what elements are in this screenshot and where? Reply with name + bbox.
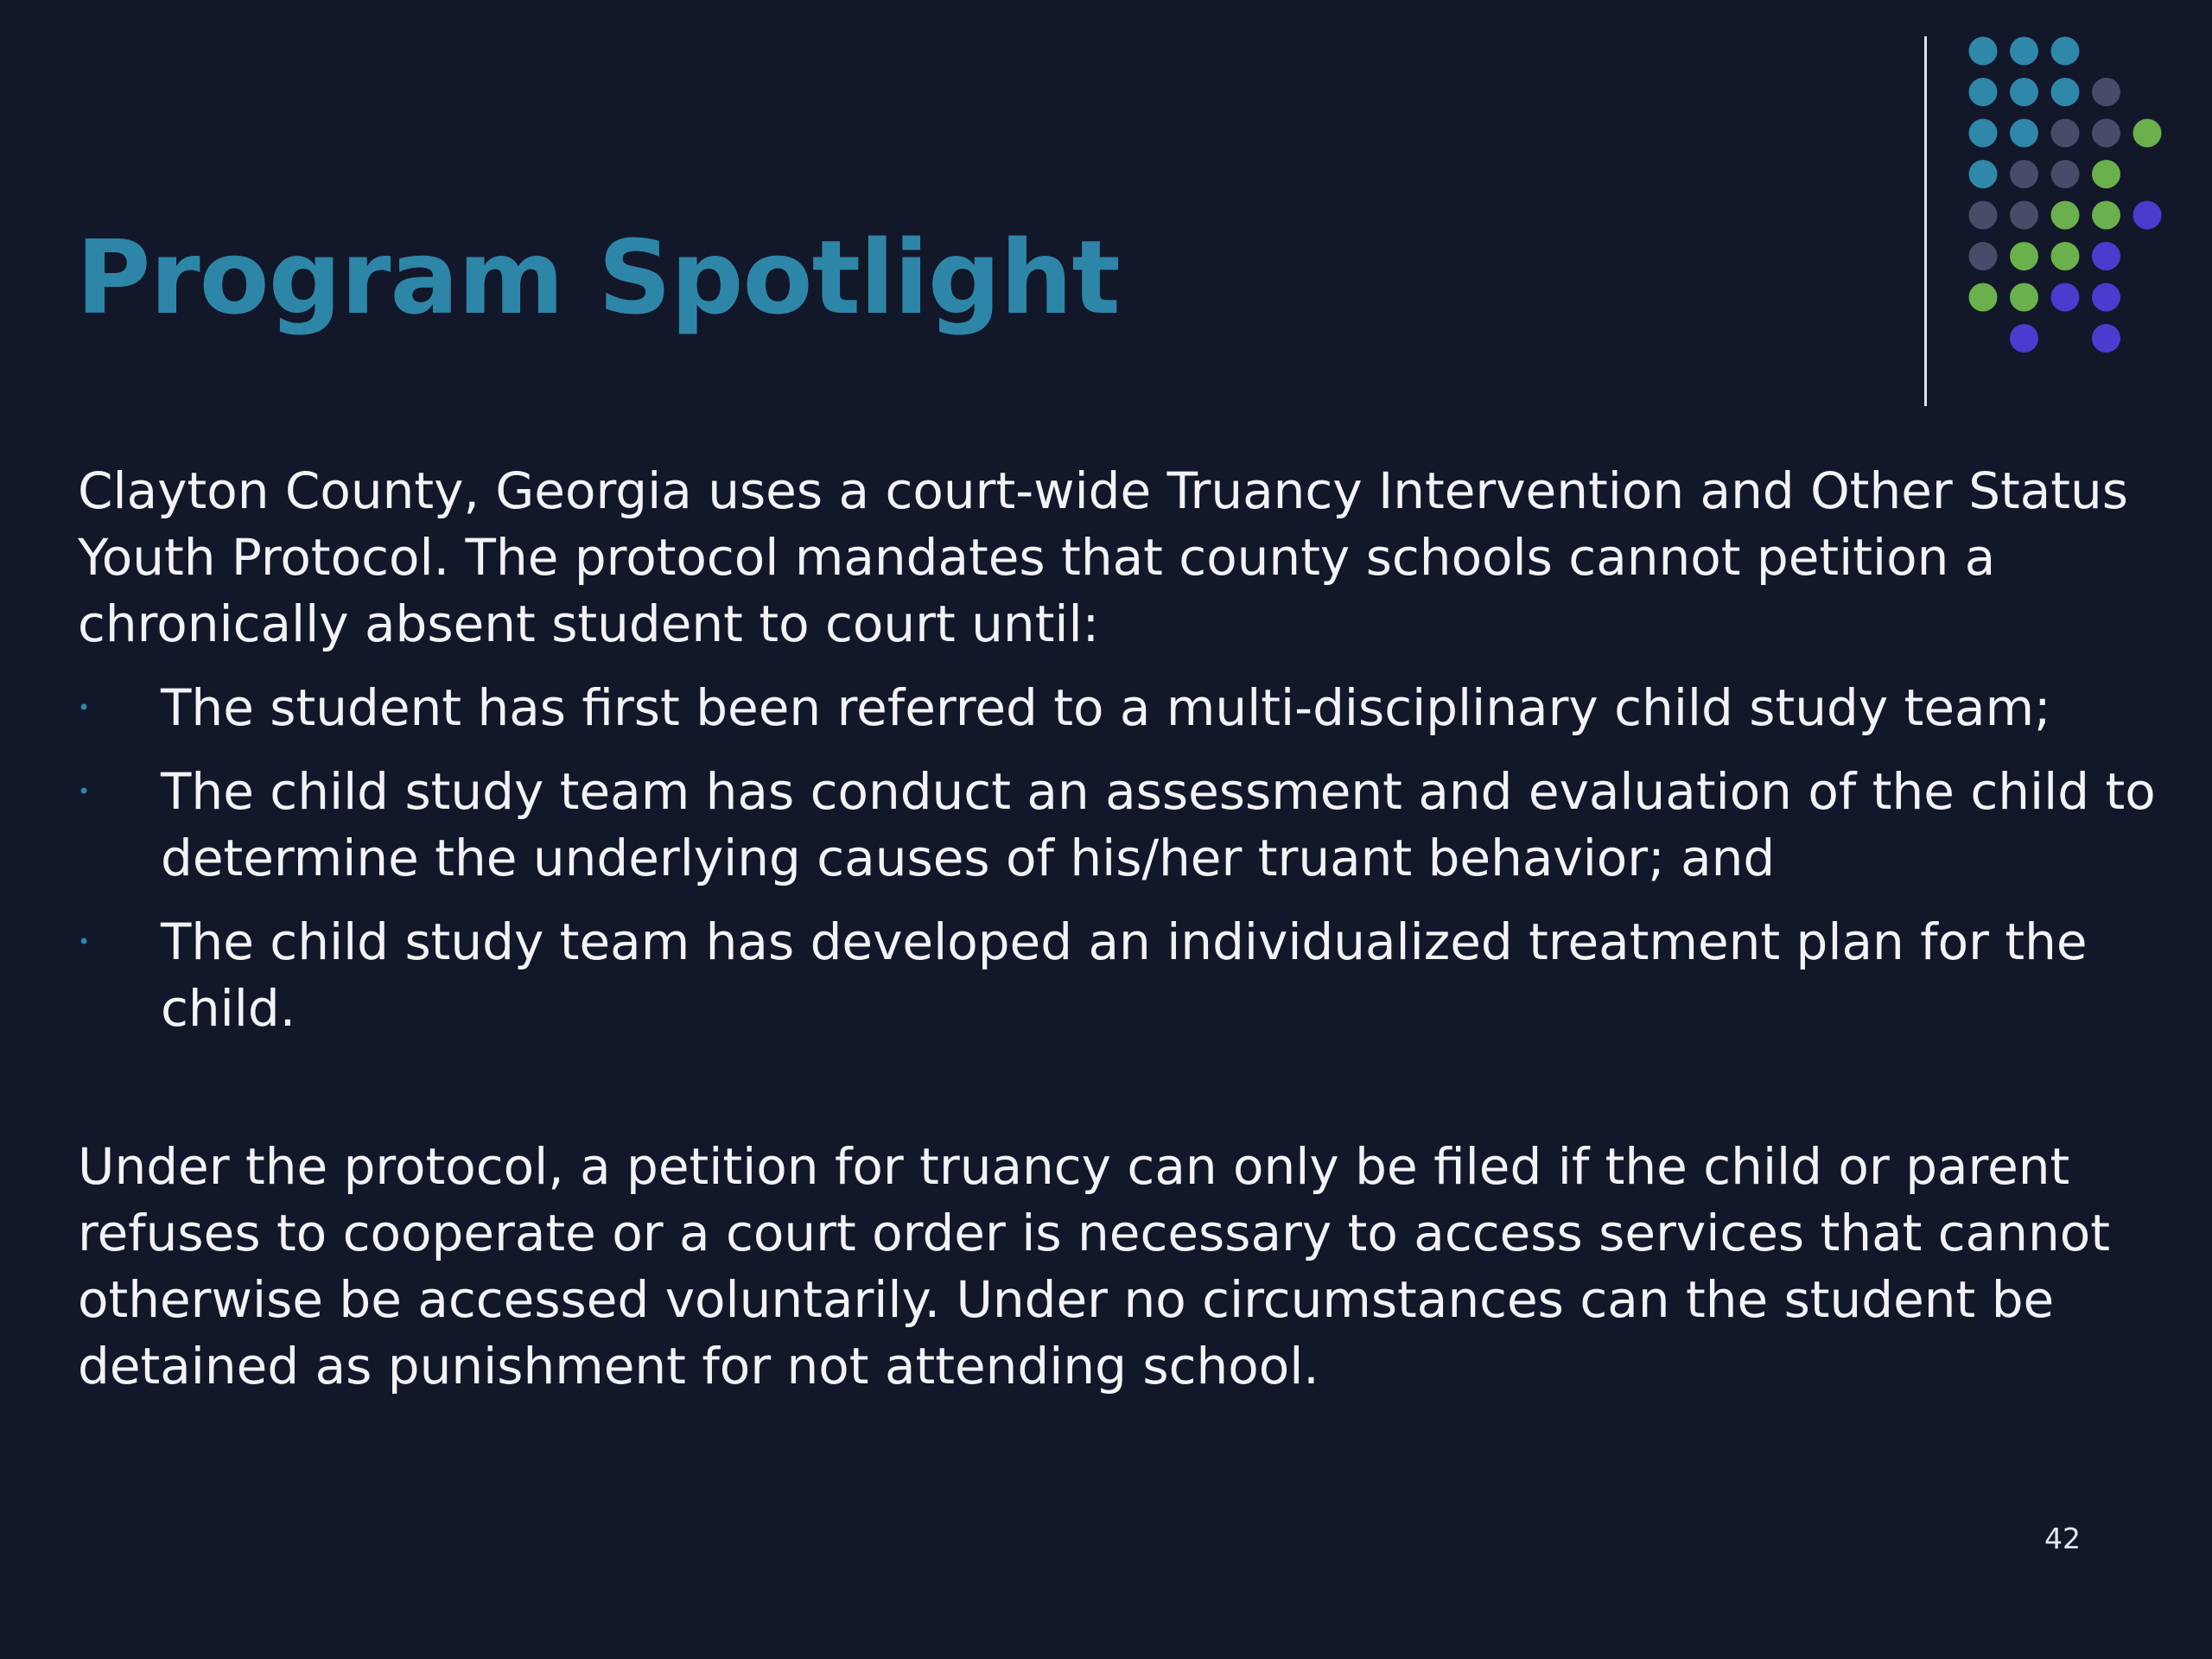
title-divider-line: [1924, 36, 1927, 406]
decorative-dot: [2010, 119, 2038, 148]
slide-body: [78, 458, 2169, 1400]
decorative-dot: [2092, 283, 2120, 312]
requirements-list: [78, 675, 2169, 1042]
decorative-dot: [2010, 37, 2038, 66]
list-item-text: The student has first been referred to a multi-disciplinary child study team;: [161, 678, 2051, 737]
decorative-dot: [2051, 119, 2080, 148]
page-number: 42: [2044, 1522, 2081, 1555]
intro-paragraph: Clayton County, Georgia uses a court-wide Truancy Intervention and Other Status Youth Protocol. The protocol mandates that county schools cannot petition a chronically absent student to court until:: [78, 461, 2129, 653]
closing-paragraph: Under the protocol, a petition for truancy can only be filed if the child or parent refuses to cooperate or a court order is necessary to access services that cannot otherwise be accessed voluntarily. Under no circumstances can the student be detained as punishment for not attending school.: [78, 1137, 2110, 1395]
decorative-dot: [2051, 160, 2080, 188]
decorative-dot: [2092, 201, 2120, 230]
list-item-text: The child study team has developed an individualized treatment plan for the child.: [161, 912, 2088, 1038]
decorative-dot: [2010, 78, 2038, 106]
decorative-dot: [1969, 242, 1998, 270]
decorative-dot: [2051, 242, 2080, 270]
decorative-dot: [2010, 160, 2038, 188]
decorative-dot: [1969, 37, 1998, 66]
decorative-dot: [1969, 283, 1998, 312]
decorative-dot: [2092, 78, 2120, 106]
decorative-dot: [2133, 119, 2162, 148]
bullet-icon: •: [78, 696, 91, 720]
decorative-dot: [2010, 242, 2038, 270]
bullet-icon: •: [78, 779, 91, 804]
list-item-text: The child study team has conduct an assessment and evaluation of the child to determine the underlying causes of his/her truant behavior; and: [161, 762, 2156, 887]
decorative-dot: [2133, 201, 2162, 230]
list-item: [78, 759, 2169, 892]
decorative-dot: [2010, 324, 2038, 353]
decorative-dot: [2051, 201, 2080, 230]
decorative-dot: [1969, 160, 1998, 188]
decorative-dot: [2051, 78, 2080, 106]
decorative-dot: [2051, 283, 2080, 312]
list-item: [78, 675, 2169, 741]
decorative-dot: [1969, 78, 1998, 106]
decorative-dot: [2051, 37, 2080, 66]
decorative-dot: [1969, 119, 1998, 148]
slide-title: Program Spotlight: [76, 218, 1120, 337]
list-item: [78, 909, 2169, 1042]
decorative-dot: [2092, 324, 2120, 353]
decorative-dot: [2010, 201, 2038, 230]
bullet-icon: •: [78, 930, 91, 954]
decorative-dot: [2092, 242, 2120, 270]
decorative-dot: [1969, 201, 1998, 230]
decorative-dot: [2092, 160, 2120, 188]
decorative-dot: [2092, 119, 2120, 148]
decorative-dot: [2010, 283, 2038, 312]
